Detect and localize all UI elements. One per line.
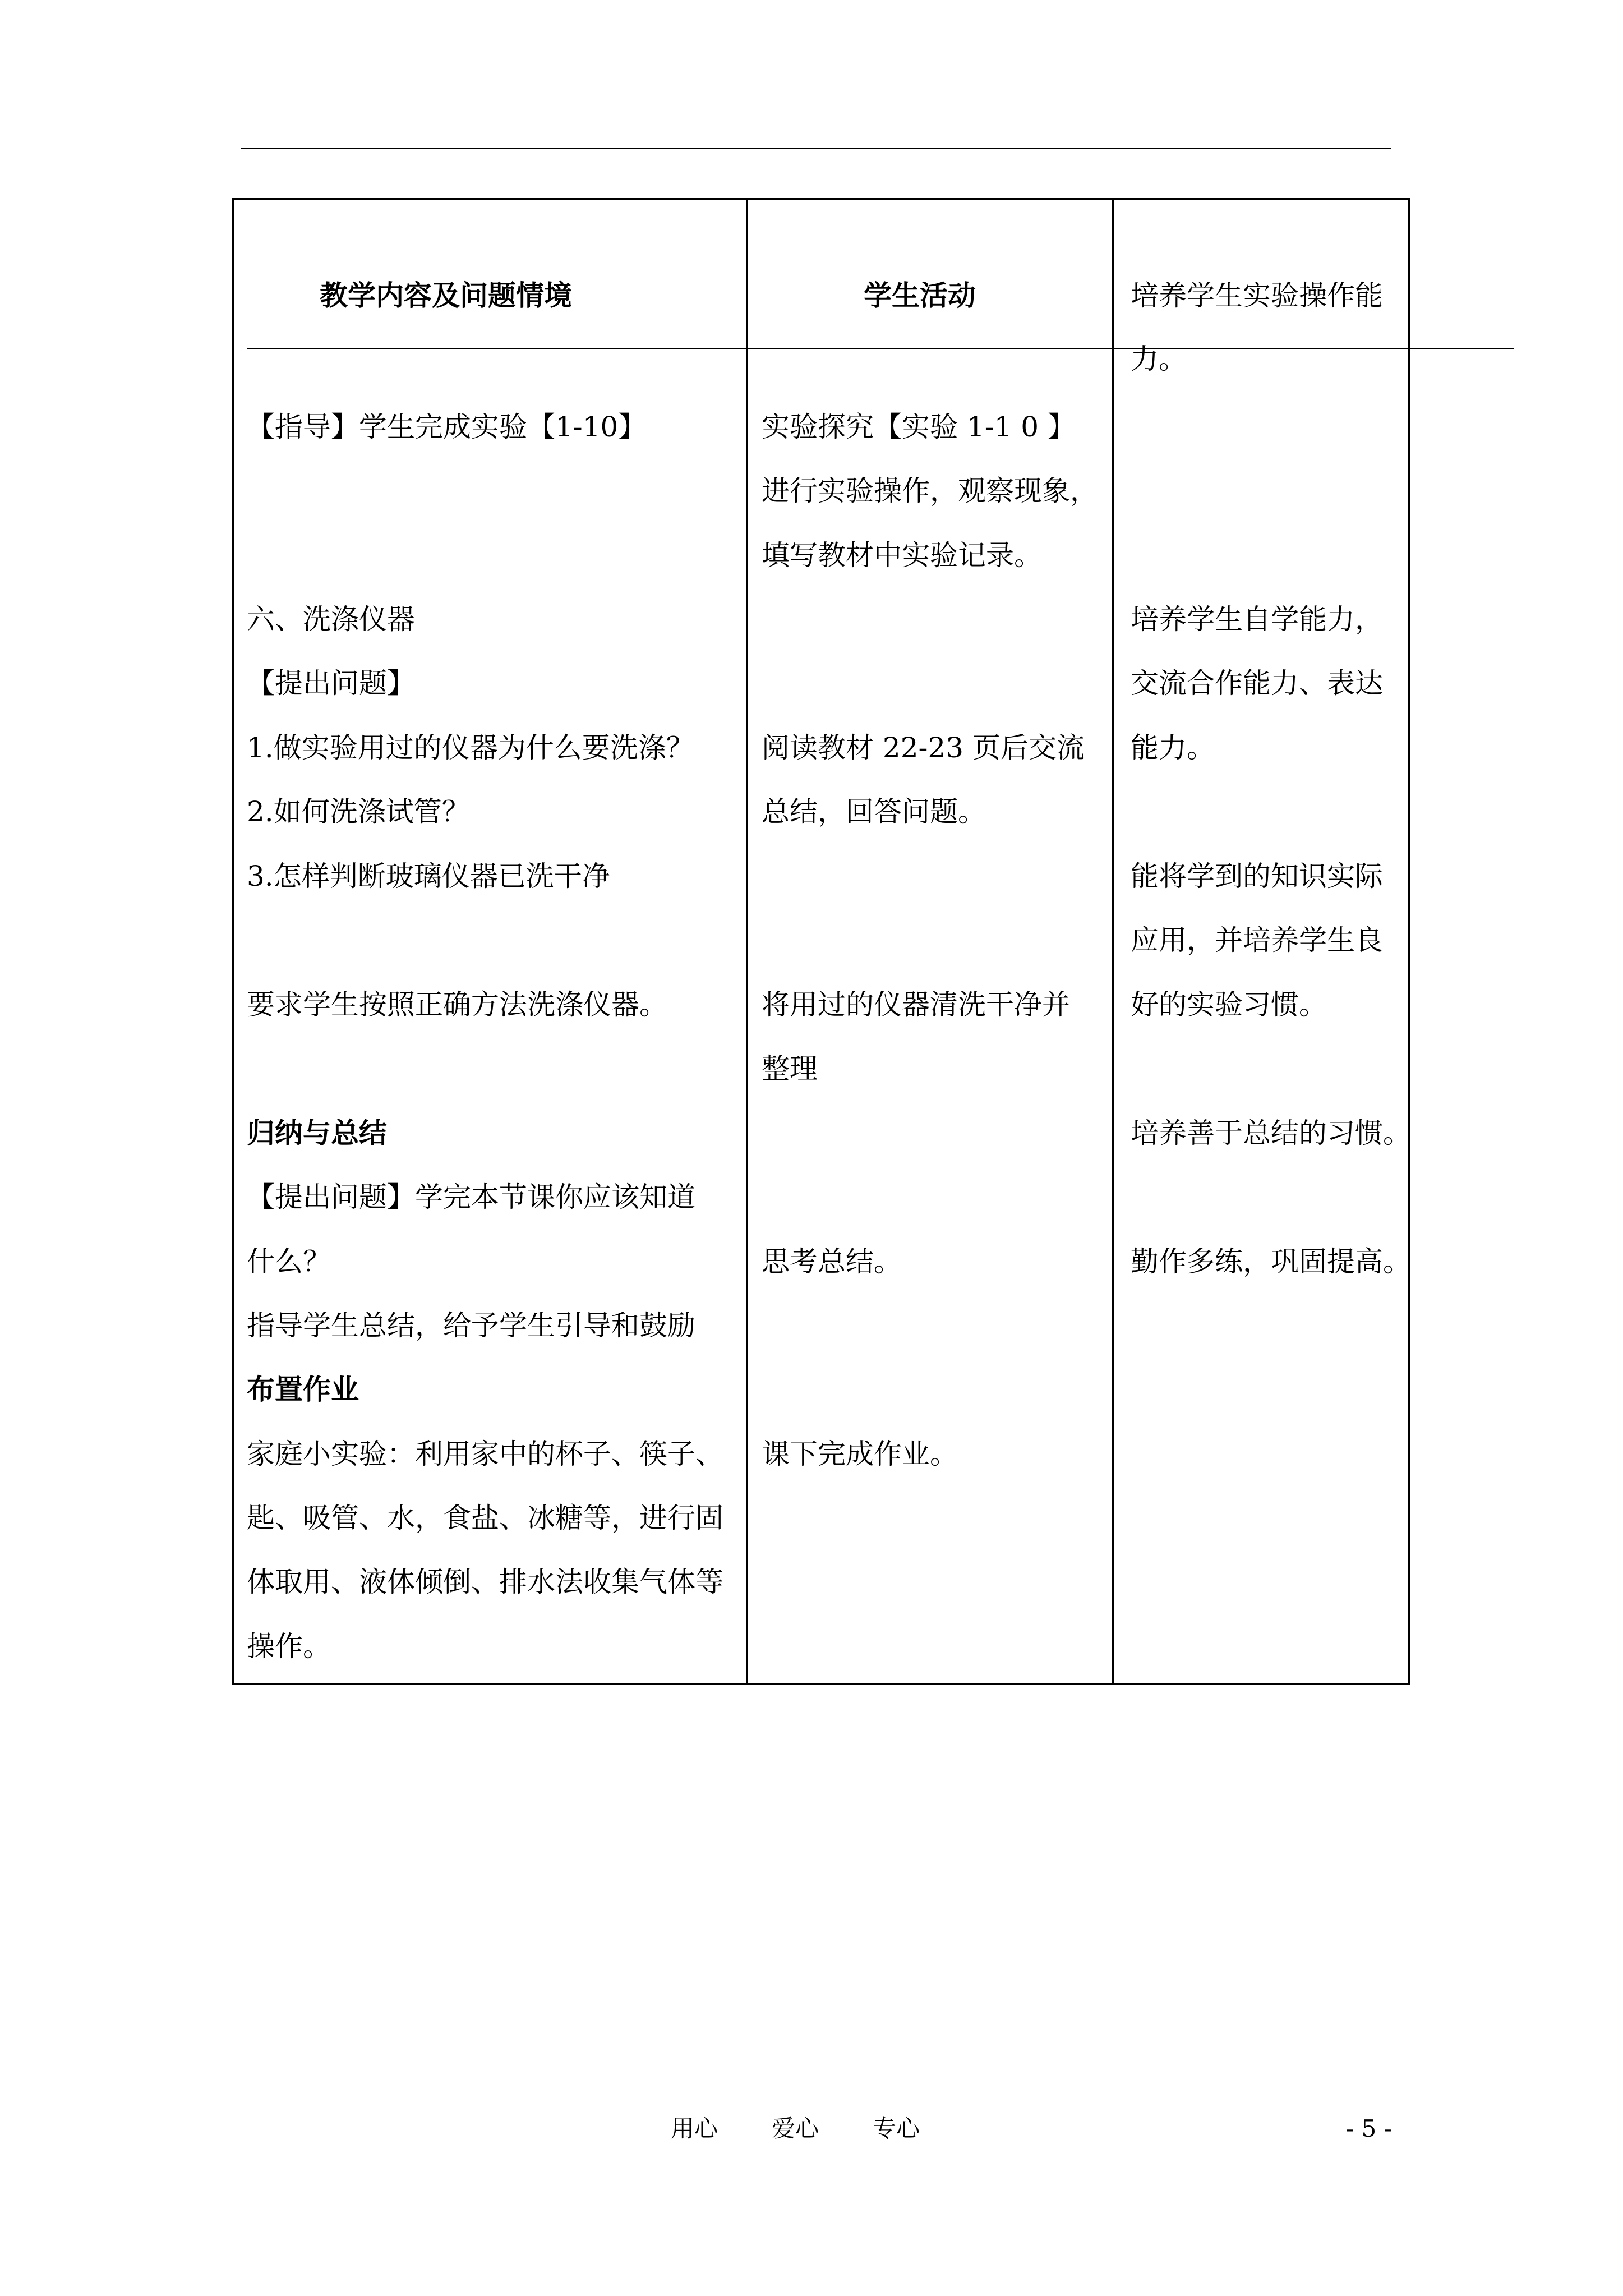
question-2: 2.如何洗涤试管？ (247, 795, 470, 828)
intent-apply-line1: 能将学到的知识实际 (1131, 860, 1383, 892)
guide-experiment: 【指导】学生完成实验【1-10】 (247, 411, 647, 443)
summary-heading: 归纳与总结 (247, 1117, 387, 1149)
intent-self-study-line1: 培养学生自学能力， (1131, 603, 1383, 636)
guide-summary: 指导学生总结，给予学生引导和鼓励 (247, 1309, 695, 1342)
page-number: - 5 - (1346, 2115, 1392, 2142)
header-rule (241, 148, 1391, 149)
home-experiment-line1: 家庭小实验：利用家中的杯子、筷子、 (247, 1438, 723, 1470)
header-design-intent-line1: 培养学生实验操作能 (1131, 279, 1383, 312)
table-top-border (232, 198, 1410, 200)
raise-question-label: 【提出问题】 (247, 667, 415, 700)
intent-apply-line2: 应用，并培养学生良 (1131, 924, 1383, 956)
footer-motto-1: 用心 (671, 2115, 718, 2142)
table-col-divider-2 (1112, 198, 1114, 1685)
footer-motto-3: 专心 (873, 2115, 920, 2142)
intent-summary-habit: 培养善于总结的习惯。 (1131, 1117, 1411, 1149)
intent-self-study-line2: 交流合作能力、表达 (1131, 667, 1383, 700)
table-left-border (232, 198, 234, 1685)
activity-homework: 课下完成作业。 (762, 1438, 958, 1470)
activity-experiment-line2: 进行实验操作，观察现象， (762, 475, 1098, 507)
header-design-intent-line2: 力。 (1131, 343, 1187, 375)
intent-apply-line3: 好的实验习惯。 (1131, 988, 1327, 1021)
intent-self-study-line3: 能力。 (1131, 731, 1215, 764)
summary-question-line1: 【提出问题】学完本节课你应该知道 (247, 1181, 695, 1213)
footer-motto-2: 爱心 (772, 2115, 819, 2142)
wash-requirement: 要求学生按照正确方法洗涤仪器。 (247, 988, 667, 1021)
question-3: 3.怎样判断玻璃仪器已洗干净 (247, 860, 610, 892)
section-wash-instruments: 六、洗涤仪器 (247, 603, 415, 636)
activity-experiment-line3: 填写教材中实验记录。 (762, 539, 1042, 572)
home-experiment-line4: 操作。 (247, 1630, 331, 1663)
home-experiment-line3: 体取用、液体倾倒、排水法收集气体等 (247, 1566, 723, 1598)
table-bottom-border (232, 1683, 1410, 1685)
activity-read-line2: 总结，回答问题。 (762, 795, 986, 828)
activity-clean-line2: 整理 (762, 1052, 818, 1085)
table-right-border (1408, 198, 1410, 1685)
header-teaching-content: 教学内容及问题情境 (320, 279, 572, 312)
table-header-divider (247, 348, 1514, 349)
question-1: 1.做实验用过的仪器为什么要洗涤？ (247, 731, 694, 764)
activity-experiment-line1: 实验探究【实验 1-1 0 】 (762, 411, 1076, 443)
activity-read-line1: 阅读教材 22-23 页后交流 (762, 731, 1085, 764)
table-col-divider-1 (746, 198, 748, 1685)
activity-clean-line1: 将用过的仪器清洗干净并 (762, 988, 1070, 1021)
intent-practice: 勤作多练，巩固提高。 (1131, 1245, 1411, 1278)
header-student-activity: 学生活动 (864, 279, 976, 312)
homework-heading: 布置作业 (247, 1373, 359, 1406)
activity-think: 思考总结。 (762, 1245, 902, 1278)
home-experiment-line2: 匙、吸管、水，食盐、冰糖等，进行固 (247, 1502, 723, 1534)
summary-question-line2: 什么？ (247, 1245, 331, 1278)
